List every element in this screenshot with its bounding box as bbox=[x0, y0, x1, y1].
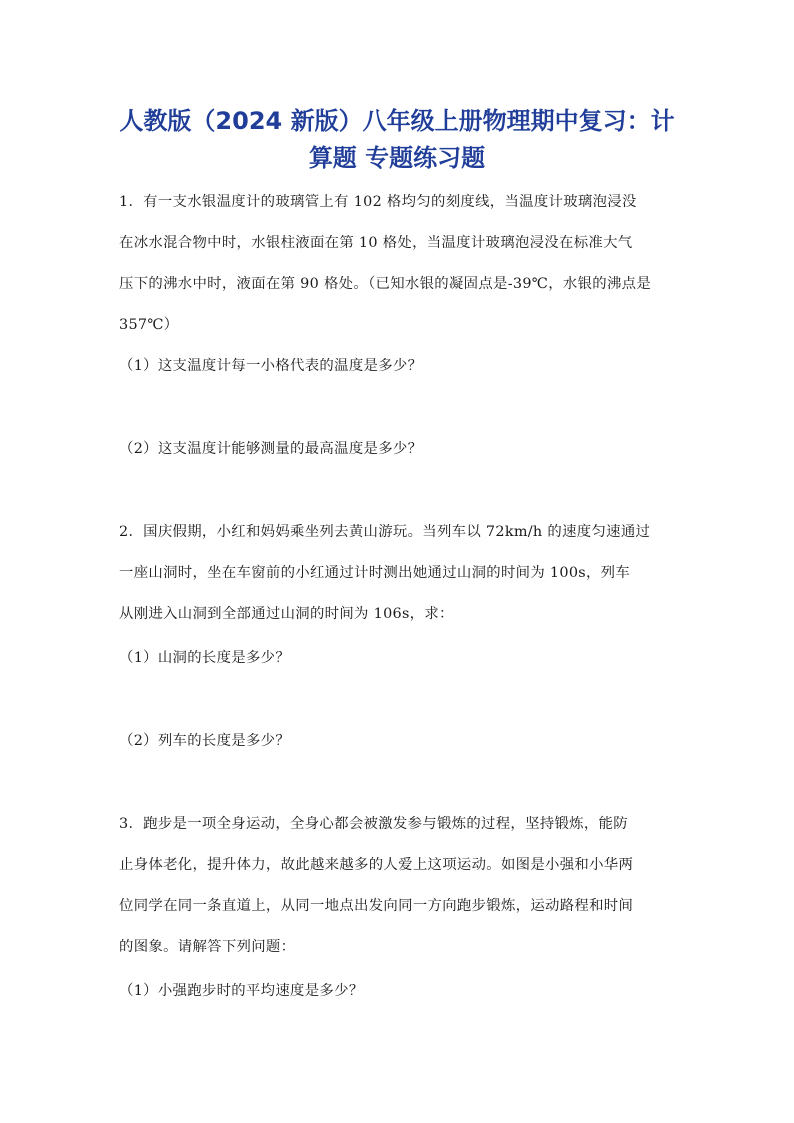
q1-line-4: 357℃） bbox=[119, 317, 179, 333]
q3-line-3: 位同学在同一条直道上，从同一地点出发向同一方向跑步锻炼，运动路程和时间 bbox=[119, 898, 634, 914]
q3-line-1: 3．跑步是一项全身运动，全身心都会被激发参与锻炼的过程，坚持锻炼，能防 bbox=[119, 816, 628, 832]
q3-line-2: 止身体老化，提升体力，故此越来越多的人爱上这项运动。如图是小强和小华两 bbox=[119, 857, 634, 873]
q2-sub-1: （1）山洞的长度是多少？ bbox=[119, 650, 291, 666]
q2-line-1: 2．国庆假期，小红和妈妈乘坐列去黄山游玩。当列车以 72km/h 的速度匀速通过 bbox=[119, 524, 651, 540]
q3-line-4: 的图象。请解答下列问题： bbox=[119, 939, 296, 955]
page-title-line-2: 算题 专题练习题 bbox=[308, 144, 486, 172]
q1-line-2: 在冰水混合物中时，水银柱液面在第 10 格处，当温度计玻璃泡浸没在标准大气 bbox=[119, 235, 633, 251]
q2-sub-2: （2）列车的长度是多少？ bbox=[119, 733, 291, 749]
q1-line-1: 1．有一支水银温度计的玻璃管上有 102 格均匀的刻度线，当温度计玻璃泡浸没 bbox=[119, 194, 637, 210]
page-title-line-1: 人教版（2024 新版）八年级上册物理期中复习：计 bbox=[119, 107, 675, 135]
q1-sub-2: （2）这支温度计能够测量的最高温度是多少？ bbox=[119, 441, 423, 457]
q2-line-2: 一座山洞时，坐在车窗前的小红通过计时测出她通过山洞的时间为 100s，列车 bbox=[119, 565, 631, 581]
q1-sub-1: （1）这支温度计每一小格代表的温度是多少？ bbox=[119, 358, 423, 374]
q2-line-3: 从刚进入山洞到全部通过山洞的时间为 106s，求： bbox=[119, 606, 454, 622]
q1-line-3: 压下的沸水中时，液面在第 90 格处。（已知水银的凝固点是-39℃，水银的沸点是 bbox=[119, 276, 652, 292]
q3-sub-1: （1）小强跑步时的平均速度是多少？ bbox=[119, 983, 364, 999]
